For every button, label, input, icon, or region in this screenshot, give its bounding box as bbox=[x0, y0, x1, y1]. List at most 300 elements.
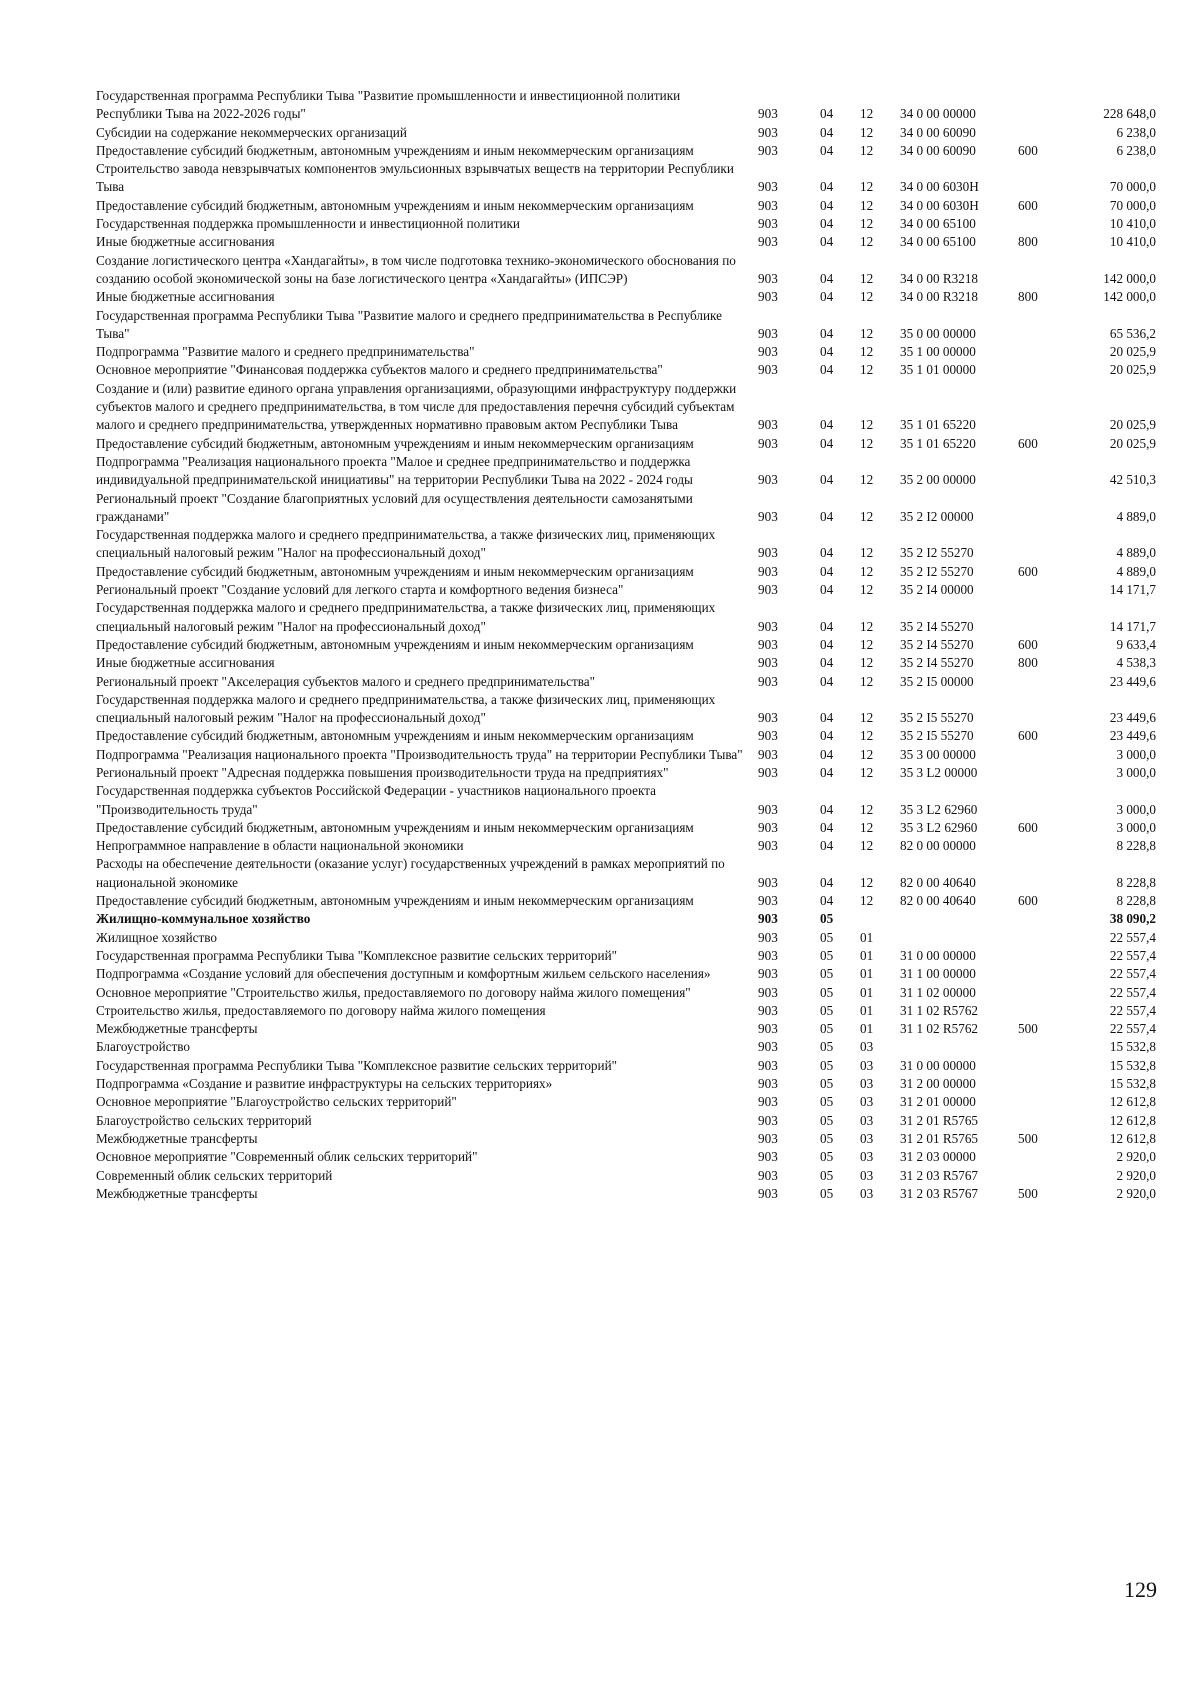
row-subsection-code: 12 bbox=[860, 325, 874, 341]
row-subsection-code: 12 bbox=[860, 435, 874, 451]
row-subsection-code: 12 bbox=[860, 270, 874, 286]
row-section-code: 04 bbox=[820, 655, 834, 671]
row-expense-type bbox=[1012, 160, 1068, 197]
row-ved-code: 903 bbox=[758, 673, 778, 689]
row-name: Строительство жилья, предоставляемого по договору найма жилого помещения bbox=[96, 1002, 546, 1018]
row-amount: 12 612,8 bbox=[1109, 1112, 1156, 1128]
row-target-article: 34 0 00 R3218 bbox=[900, 289, 979, 305]
row-expense-type bbox=[1012, 343, 1068, 361]
row-name: Межбюджетные трансферты bbox=[96, 1185, 258, 1201]
row-amount: 22 557,4 bbox=[1109, 984, 1156, 1000]
row-name: Основное мероприятие "Строительство жилья, предоставляемого по договору найма жилого помещения" bbox=[96, 984, 691, 1000]
row-target-article: 34 0 00 00000 bbox=[900, 106, 976, 122]
row-subsection-code: 12 bbox=[860, 801, 874, 817]
table-row bbox=[96, 691, 1158, 728]
table-row bbox=[96, 563, 1158, 581]
row-section-code: 04 bbox=[820, 362, 834, 378]
row-target-article: 82 0 00 40640 bbox=[900, 874, 976, 890]
row-section-code: 05 bbox=[820, 1076, 834, 1092]
row-name: Региональный проект "Акселерация субъектов малого и среднего предпринимательства" bbox=[96, 673, 596, 689]
row-subsection-code: 03 bbox=[860, 1112, 874, 1128]
row-subsection-code: 03 bbox=[860, 1076, 874, 1092]
row-ved-code: 903 bbox=[758, 893, 778, 909]
table-row bbox=[96, 581, 1158, 599]
table-row bbox=[96, 1075, 1158, 1093]
row-section-code: 04 bbox=[820, 216, 834, 232]
row-amount: 15 532,8 bbox=[1109, 1039, 1156, 1055]
table-row bbox=[96, 654, 1158, 672]
row-subsection-code: 01 bbox=[860, 984, 874, 1000]
row-name: Подпрограмма "Реализация национального проекта "Малое и среднее предпринимательство и поддержка индивидуальной предпринимательской инициативы" на территории Республики Тыва на 2022 - 2024 годы bbox=[96, 453, 693, 488]
row-amount: 22 557,4 bbox=[1109, 929, 1156, 945]
row-section-code: 04 bbox=[820, 746, 834, 762]
row-subsection-code: 12 bbox=[860, 893, 874, 909]
row-name: Иные бюджетные ассигнования bbox=[96, 234, 275, 250]
row-name: Государственная программа Республики Тыва "Комплексное развитие сельских территорий" bbox=[96, 1057, 618, 1073]
row-expense-type bbox=[1012, 380, 1068, 435]
row-ved-code: 903 bbox=[758, 270, 778, 286]
table-row bbox=[96, 1148, 1158, 1166]
row-subsection-code: 12 bbox=[860, 582, 874, 598]
row-expense-type: 500 bbox=[1018, 1130, 1038, 1146]
row-name: Подпрограмма "Реализация национального проекта "Производительность труда" на территории Республики Тыва" bbox=[96, 746, 743, 762]
row-ved-code: 903 bbox=[758, 435, 778, 451]
row-ved-code: 903 bbox=[758, 142, 778, 158]
row-ved-code: 903 bbox=[758, 289, 778, 305]
row-expense-type bbox=[1012, 1038, 1068, 1056]
row-expense-type bbox=[1012, 947, 1068, 965]
row-amount: 20 025,9 bbox=[1109, 417, 1156, 433]
row-ved-code: 903 bbox=[758, 582, 778, 598]
row-subsection-code: 12 bbox=[860, 179, 874, 195]
row-target-article: 35 1 01 00000 bbox=[900, 362, 976, 378]
row-name: Подпрограмма «Создание и развитие инфраструктуры на сельских территориях» bbox=[96, 1076, 553, 1092]
table-row bbox=[96, 764, 1158, 782]
row-target-article: 82 0 00 40640 bbox=[900, 893, 976, 909]
table-row bbox=[96, 782, 1158, 819]
row-ved-code: 903 bbox=[758, 911, 778, 927]
row-amount: 2 920,0 bbox=[1116, 1185, 1156, 1201]
row-name: Субсидии на содержание некоммерческих организаций bbox=[96, 124, 407, 140]
row-target-article: 35 1 00 00000 bbox=[900, 344, 976, 360]
row-subsection-code: 12 bbox=[860, 746, 874, 762]
row-section-code: 05 bbox=[820, 1094, 834, 1110]
row-expense-type bbox=[1012, 252, 1068, 289]
row-section-code: 05 bbox=[820, 1021, 834, 1037]
row-section-code: 04 bbox=[820, 289, 834, 305]
table-row bbox=[96, 160, 1158, 197]
row-amount: 6 238,0 bbox=[1116, 142, 1156, 158]
row-subsection-code: 03 bbox=[860, 1039, 874, 1055]
row-section-code: 04 bbox=[820, 819, 834, 835]
row-target-article: 82 0 00 00000 bbox=[900, 838, 976, 854]
row-subsection-code: 12 bbox=[860, 344, 874, 360]
table-row bbox=[96, 1020, 1158, 1038]
row-subsection-code: 12 bbox=[860, 563, 874, 579]
row-amount: 3 000,0 bbox=[1116, 801, 1156, 817]
row-name: Создание логистического центра «Хандагайты», в том числе подготовка технико-экономического обоснования по созданию особой экономической зоны на базе логистического центра «Хандагайты» (ИПСЭР) bbox=[96, 252, 736, 286]
row-expense-type bbox=[1012, 1112, 1068, 1130]
row-expense-type: 600 bbox=[1018, 819, 1038, 835]
row-expense-type bbox=[1012, 1093, 1068, 1111]
row-amount: 3 000,0 bbox=[1116, 819, 1156, 835]
table-row bbox=[96, 87, 1158, 124]
row-amount: 10 410,0 bbox=[1109, 234, 1156, 250]
row-target-article: 35 2 00 00000 bbox=[900, 472, 976, 488]
row-expense-type bbox=[1012, 984, 1068, 1002]
row-section-code: 04 bbox=[820, 618, 834, 634]
row-amount: 4 889,0 bbox=[1116, 508, 1156, 524]
row-target-article: 35 3 L2 00000 bbox=[900, 764, 978, 780]
row-ved-code: 903 bbox=[758, 1149, 778, 1165]
row-ved-code: 903 bbox=[758, 1130, 778, 1146]
row-ved-code: 903 bbox=[758, 124, 778, 140]
row-amount: 22 557,4 bbox=[1109, 947, 1156, 963]
row-ved-code: 903 bbox=[758, 874, 778, 890]
row-section-code: 04 bbox=[820, 234, 834, 250]
row-ved-code: 903 bbox=[758, 728, 778, 744]
table-row bbox=[96, 636, 1158, 654]
table-row bbox=[96, 233, 1158, 251]
row-name: Расходы на обеспечение деятельности (оказание услуг) государственных учреждений в рамках мероприятий по национальной экономике bbox=[96, 856, 725, 890]
row-ved-code: 903 bbox=[758, 1039, 778, 1055]
row-ved-code: 903 bbox=[758, 746, 778, 762]
row-expense-type: 800 bbox=[1018, 655, 1038, 671]
row-name: Основное мероприятие "Финансовая поддержка субъектов малого и среднего предпринимательства" bbox=[96, 362, 663, 378]
row-ved-code: 903 bbox=[758, 344, 778, 360]
row-target-article: 34 0 00 60090 bbox=[900, 142, 976, 158]
row-ved-code: 903 bbox=[758, 984, 778, 1000]
row-ved-code: 903 bbox=[758, 966, 778, 982]
row-target-article: 34 0 00 65100 bbox=[900, 234, 976, 250]
row-section-code: 04 bbox=[820, 472, 834, 488]
table-row bbox=[96, 1057, 1158, 1075]
row-subsection-code: 12 bbox=[860, 838, 874, 854]
table-row bbox=[96, 124, 1158, 142]
row-amount: 15 532,8 bbox=[1109, 1076, 1156, 1092]
table-row bbox=[96, 837, 1158, 855]
row-expense-type bbox=[1012, 673, 1068, 691]
row-name: Современный облик сельских территорий bbox=[96, 1167, 333, 1183]
row-expense-type bbox=[1012, 965, 1068, 983]
row-subsection-code: 12 bbox=[860, 106, 874, 122]
row-subsection-code: 12 bbox=[860, 655, 874, 671]
row-name: Предоставление субсидий бюджетным, автономным учреждениям и иным некоммерческим организациям bbox=[96, 563, 694, 579]
row-expense-type bbox=[1012, 910, 1068, 928]
row-target-article: 35 2 I5 55270 bbox=[900, 710, 974, 726]
row-target-article: 35 3 L2 62960 bbox=[900, 801, 978, 817]
row-ved-code: 903 bbox=[758, 417, 778, 433]
row-target-article: 35 2 I2 55270 bbox=[900, 563, 974, 579]
row-target-article: 31 1 00 00000 bbox=[900, 966, 976, 982]
row-ved-code: 903 bbox=[758, 947, 778, 963]
row-expense-type bbox=[1012, 929, 1068, 947]
row-section-code: 04 bbox=[820, 874, 834, 890]
row-section-code: 05 bbox=[820, 1130, 834, 1146]
row-subsection-code: 03 bbox=[860, 1094, 874, 1110]
row-expense-type bbox=[1012, 746, 1068, 764]
row-ved-code: 903 bbox=[758, 636, 778, 652]
row-section-code: 04 bbox=[820, 545, 834, 561]
row-name: Подпрограмма "Развитие малого и среднего предпринимательства" bbox=[96, 344, 475, 360]
table-row bbox=[96, 1002, 1158, 1020]
row-ved-code: 903 bbox=[758, 563, 778, 579]
row-name: Региональный проект "Создание благоприятных условий для осуществления деятельности самозанятыми гражданами" bbox=[96, 490, 693, 524]
row-name: Иные бюджетные ассигнования bbox=[96, 655, 275, 671]
row-section-code: 04 bbox=[820, 344, 834, 360]
row-amount: 22 557,4 bbox=[1109, 966, 1156, 982]
row-expense-type bbox=[1012, 1148, 1068, 1166]
row-subsection-code: 12 bbox=[860, 197, 874, 213]
row-name: Создание и (или) развитие единого органа управления организациями, образующими инфраструктуру поддержки субъектов малого и среднего предпринимательства, в том числе для предоставления перечня субсидий субъектам малого и среднего предпринимательства, утвержденных нормативно правовым актом Республики Тыва bbox=[96, 380, 737, 433]
row-ved-code: 903 bbox=[758, 801, 778, 817]
row-ved-code: 903 bbox=[758, 472, 778, 488]
table-row bbox=[96, 252, 1158, 289]
table-row bbox=[96, 1112, 1158, 1130]
row-subsection-code: 12 bbox=[860, 545, 874, 561]
row-name: Предоставление субсидий бюджетным, автономным учреждениям и иным некоммерческим организациям bbox=[96, 893, 694, 909]
row-name: Основное мероприятие "Благоустройство сельских территорий" bbox=[96, 1094, 457, 1110]
table-row bbox=[96, 435, 1158, 453]
row-ved-code: 903 bbox=[758, 1167, 778, 1183]
row-amount: 20 025,9 bbox=[1109, 362, 1156, 378]
row-name: Государственная поддержка субъектов Российской Федерации - участников национального проекта "Производительность труда" bbox=[96, 783, 656, 817]
row-target-article: 34 0 00 R3218 bbox=[900, 270, 979, 286]
row-ved-code: 903 bbox=[758, 1185, 778, 1201]
row-amount: 22 557,4 bbox=[1109, 1002, 1156, 1018]
row-target-article: 34 0 00 60090 bbox=[900, 124, 976, 140]
row-target-article: 35 0 00 00000 bbox=[900, 325, 976, 341]
table-row bbox=[96, 855, 1158, 892]
row-target-article: 34 0 00 6030Н bbox=[900, 179, 979, 195]
row-subsection-code: 12 bbox=[860, 618, 874, 634]
row-amount: 3 000,0 bbox=[1116, 746, 1156, 762]
row-amount: 14 171,7 bbox=[1109, 582, 1156, 598]
row-expense-type: 600 bbox=[1018, 435, 1038, 451]
row-amount: 8 228,8 bbox=[1116, 874, 1156, 890]
row-amount: 10 410,0 bbox=[1109, 216, 1156, 232]
row-section-code: 04 bbox=[820, 142, 834, 158]
row-expense-type: 600 bbox=[1018, 563, 1038, 579]
row-name: Жилищное хозяйство bbox=[96, 929, 217, 945]
row-target-article: 35 2 I4 55270 bbox=[900, 618, 974, 634]
row-name: Иные бюджетные ассигнования bbox=[96, 289, 275, 305]
row-name: Государственная поддержка малого и среднего предпринимательства, а также физических лиц, применяющих специальный налоговый режим "Налог на профессиональный доход" bbox=[96, 600, 716, 634]
row-amount: 20 025,9 bbox=[1109, 435, 1156, 451]
row-amount: 42 510,3 bbox=[1109, 472, 1156, 488]
row-target-article: 34 0 00 65100 bbox=[900, 216, 976, 232]
row-amount: 12 612,8 bbox=[1109, 1130, 1156, 1146]
row-target-article: 31 2 03 00000 bbox=[900, 1149, 976, 1165]
table-row bbox=[96, 343, 1158, 361]
row-subsection-code: 01 bbox=[860, 966, 874, 982]
row-section-code: 04 bbox=[820, 325, 834, 341]
row-ved-code: 903 bbox=[758, 106, 778, 122]
row-section-code: 04 bbox=[820, 838, 834, 854]
table-row bbox=[96, 142, 1158, 160]
row-target-article: 35 2 I5 55270 bbox=[900, 728, 974, 744]
table-row bbox=[96, 673, 1158, 691]
row-amount: 70 000,0 bbox=[1109, 197, 1156, 213]
table-row bbox=[96, 1093, 1158, 1111]
row-target-article: 35 2 I4 55270 bbox=[900, 636, 974, 652]
row-section-code: 04 bbox=[820, 435, 834, 451]
row-name: Предоставление субсидий бюджетным, автономным учреждениям и иным некоммерческим организациям bbox=[96, 142, 694, 158]
row-subsection-code: 12 bbox=[860, 673, 874, 689]
row-ved-code: 903 bbox=[758, 1021, 778, 1037]
row-section-code: 04 bbox=[820, 124, 834, 140]
row-ved-code: 903 bbox=[758, 216, 778, 232]
table-row bbox=[96, 307, 1158, 344]
row-target-article: 31 0 00 00000 bbox=[900, 947, 976, 963]
row-amount: 142 000,0 bbox=[1103, 270, 1156, 286]
row-ved-code: 903 bbox=[758, 655, 778, 671]
row-expense-type: 600 bbox=[1018, 728, 1038, 744]
row-subsection-code: 03 bbox=[860, 1167, 874, 1183]
table-row bbox=[96, 599, 1158, 636]
row-section-code: 04 bbox=[820, 179, 834, 195]
row-expense-type: 800 bbox=[1018, 289, 1038, 305]
row-amount: 4 538,3 bbox=[1116, 655, 1156, 671]
row-subsection-code: 12 bbox=[860, 874, 874, 890]
row-subsection-code: 12 bbox=[860, 216, 874, 232]
row-expense-type: 600 bbox=[1018, 636, 1038, 652]
row-subsection-code: 03 bbox=[860, 1057, 874, 1073]
row-section-code: 04 bbox=[820, 636, 834, 652]
table-row bbox=[96, 1167, 1158, 1185]
row-subsection-code: 01 bbox=[860, 1021, 874, 1037]
row-target-article bbox=[894, 910, 1012, 928]
row-section-code: 05 bbox=[820, 966, 834, 982]
row-section-code: 04 bbox=[820, 764, 834, 780]
row-section-code: 04 bbox=[820, 106, 834, 122]
table-row bbox=[96, 215, 1158, 233]
row-name: Строительство завода невзрывчатых компонентов эмульсионных взрывчатых веществ на территории Республики Тыва bbox=[96, 161, 734, 195]
row-target-article: 35 2 I2 55270 bbox=[900, 545, 974, 561]
row-target-article: 31 2 00 00000 bbox=[900, 1076, 976, 1092]
row-target-article: 35 3 L2 62960 bbox=[900, 819, 978, 835]
row-target-article: 35 1 01 65220 bbox=[900, 435, 976, 451]
row-name: Непрограммное направление в области национальной экономики bbox=[96, 838, 464, 854]
row-target-article: 35 2 I5 00000 bbox=[900, 673, 974, 689]
row-section-code: 05 bbox=[820, 1149, 834, 1165]
row-section-code: 04 bbox=[820, 801, 834, 817]
row-subsection-code: 12 bbox=[860, 417, 874, 433]
row-ved-code: 903 bbox=[758, 1094, 778, 1110]
row-amount: 2 920,0 bbox=[1116, 1149, 1156, 1165]
row-section-code: 04 bbox=[820, 508, 834, 524]
row-section-code: 04 bbox=[820, 417, 834, 433]
row-section-code: 04 bbox=[820, 197, 834, 213]
row-subsection-code: 12 bbox=[860, 362, 874, 378]
row-name: Предоставление субсидий бюджетным, автономным учреждениям и иным некоммерческим организациям bbox=[96, 728, 694, 744]
row-amount: 8 228,8 bbox=[1116, 893, 1156, 909]
row-expense-type bbox=[1012, 691, 1068, 728]
row-subsection-code: 12 bbox=[860, 472, 874, 488]
row-target-article: 31 1 02 R5762 bbox=[900, 1002, 979, 1018]
row-target-article: 35 2 I2 00000 bbox=[900, 508, 974, 524]
row-name: Основное мероприятие "Современный облик сельских территорий" bbox=[96, 1149, 478, 1165]
row-amount: 228 648,0 bbox=[1103, 106, 1156, 122]
row-name: Региональный проект "Адресная поддержка повышения производительности труда на предприятиях" bbox=[96, 764, 669, 780]
table-row bbox=[96, 819, 1158, 837]
row-expense-type bbox=[1012, 837, 1068, 855]
row-amount: 2 920,0 bbox=[1116, 1167, 1156, 1183]
row-section-code: 05 bbox=[820, 1039, 834, 1055]
row-name: Межбюджетные трансферты bbox=[96, 1021, 258, 1037]
table-row bbox=[96, 197, 1158, 215]
row-expense-type bbox=[1012, 453, 1068, 490]
row-ved-code: 903 bbox=[758, 362, 778, 378]
row-section-code: 04 bbox=[820, 893, 834, 909]
row-section-code: 05 bbox=[820, 1002, 834, 1018]
row-section-code: 05 bbox=[820, 1112, 834, 1128]
row-amount: 15 532,8 bbox=[1109, 1057, 1156, 1073]
row-ved-code: 903 bbox=[758, 929, 778, 945]
row-name: Жилищно-коммунальное хозяйство bbox=[96, 911, 311, 927]
row-subsection-code: 12 bbox=[860, 819, 874, 835]
row-target-article: 31 0 00 00000 bbox=[900, 1057, 976, 1073]
row-target-article: 34 0 00 6030Н bbox=[900, 197, 979, 213]
table-row bbox=[96, 984, 1158, 1002]
row-section-code: 05 bbox=[820, 911, 834, 927]
table-row bbox=[96, 453, 1158, 490]
row-name: Предоставление субсидий бюджетным, автономным учреждениям и иным некоммерческим организациям bbox=[96, 636, 694, 652]
table-row bbox=[96, 288, 1158, 306]
row-expense-type: 500 bbox=[1018, 1185, 1038, 1201]
row-amount: 23 449,6 bbox=[1109, 710, 1156, 726]
row-target-article: 31 2 01 R5765 bbox=[900, 1130, 979, 1146]
row-subsection-code: 03 bbox=[860, 1130, 874, 1146]
row-amount: 8 228,8 bbox=[1116, 838, 1156, 854]
row-expense-type: 800 bbox=[1018, 234, 1038, 250]
row-expense-type bbox=[1012, 1075, 1068, 1093]
page-number: 129 bbox=[1124, 1577, 1157, 1602]
row-target-article bbox=[894, 1038, 1012, 1056]
row-name: Благоустройство сельских территорий bbox=[96, 1112, 312, 1128]
row-section-code: 05 bbox=[820, 1185, 834, 1201]
row-amount: 6 238,0 bbox=[1116, 124, 1156, 140]
row-expense-type: 600 bbox=[1018, 142, 1038, 158]
table-row bbox=[96, 380, 1158, 435]
row-amount: 70 000,0 bbox=[1109, 179, 1156, 195]
row-expense-type: 600 bbox=[1018, 893, 1038, 909]
row-ved-code: 903 bbox=[758, 710, 778, 726]
row-expense-type bbox=[1012, 782, 1068, 819]
row-target-article: 35 2 I4 55270 bbox=[900, 655, 974, 671]
row-amount: 12 612,8 bbox=[1109, 1094, 1156, 1110]
row-name: Государственная поддержка малого и среднего предпринимательства, а также физических лиц, применяющих специальный налоговый режим "Налог на профессиональный доход" bbox=[96, 691, 716, 726]
row-expense-type: 600 bbox=[1018, 197, 1038, 213]
row-expense-type bbox=[1012, 87, 1068, 124]
budget-table bbox=[96, 87, 1158, 1203]
row-ved-code: 903 bbox=[758, 325, 778, 341]
row-subsection-code: 01 bbox=[860, 929, 874, 945]
row-expense-type bbox=[1012, 1057, 1068, 1075]
row-name: Государственная поддержка промышленности и инвестиционной политики bbox=[96, 216, 520, 232]
row-ved-code: 903 bbox=[758, 179, 778, 195]
row-target-article: 35 3 00 00000 bbox=[900, 746, 976, 762]
row-subsection-code: 03 bbox=[860, 1149, 874, 1165]
row-expense-type bbox=[1012, 307, 1068, 344]
row-amount: 142 000,0 bbox=[1103, 289, 1156, 305]
row-ved-code: 903 bbox=[758, 1112, 778, 1128]
row-expense-type bbox=[1012, 1002, 1068, 1020]
row-section-code: 04 bbox=[820, 728, 834, 744]
row-section-code: 04 bbox=[820, 582, 834, 598]
table-row bbox=[96, 1130, 1158, 1148]
row-expense-type bbox=[1012, 124, 1068, 142]
